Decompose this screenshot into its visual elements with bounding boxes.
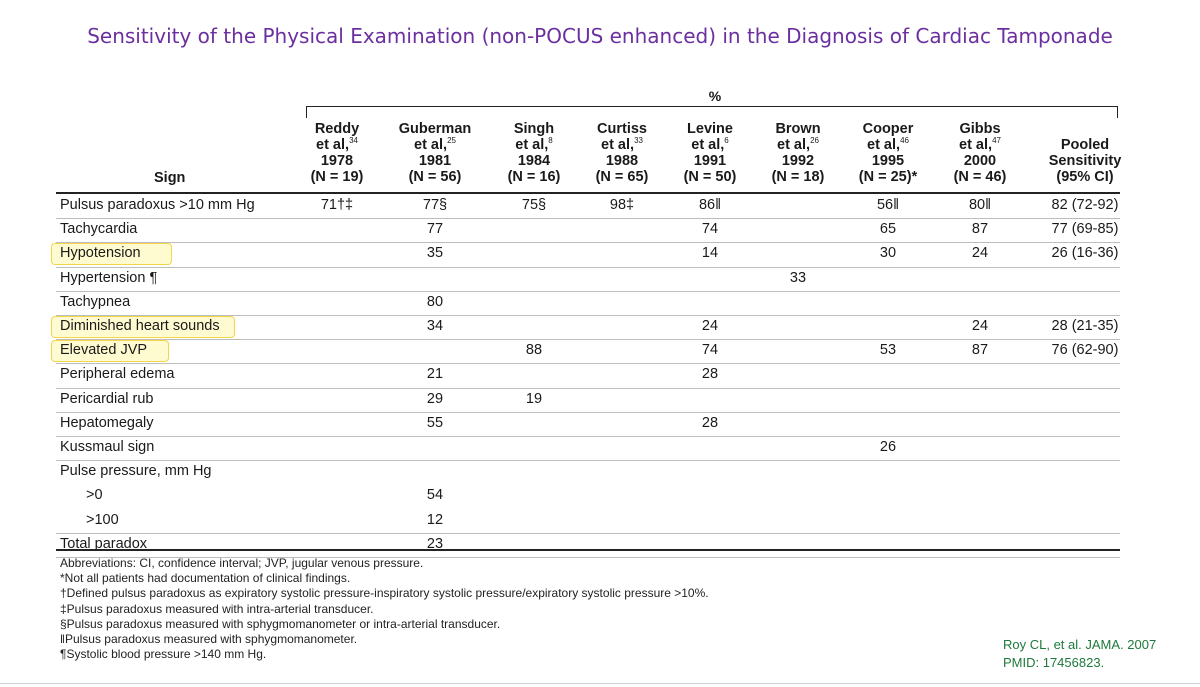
column-header-year-text: 1995 [871,153,905,169]
pooled-value: 76 (62-90) [1051,342,1119,359]
column-header-n [930,169,1030,185]
sensitivity-value: 87 [971,342,989,359]
citation-line2: PMID: 17456823. [1003,655,1105,670]
sensitivity-value: 74 [701,342,719,359]
column-header-n [385,169,485,185]
column-header-year [385,153,485,169]
table-row [56,436,1120,460]
column-header-author-text: et al, [316,137,350,153]
sign-label: >0 [86,487,103,504]
table-row [56,218,1120,242]
sensitivity-value: 14 [701,245,719,262]
sensitivity-value: 80 [426,293,444,310]
column-header-year [748,153,848,169]
pooled-header-l3: (95% CI) [1056,169,1114,185]
reference-number: 8 [548,136,553,145]
column-header-l1-text: Levine [687,121,733,137]
column-header-n [484,169,584,185]
sensitivity-value: 23 [426,535,444,552]
column-header-year-text: 1984 [517,153,551,169]
sign-label: Pericardial rub [60,390,154,407]
column-header-l1-text: Brown [775,121,821,137]
column-header-n-text: (N = 65) [595,169,649,185]
column-header-l1 [484,121,584,137]
pooled-value: 26 (16-36) [1051,245,1119,262]
reference-number: 34 [349,136,358,145]
column-header-n-text: (N = 56) [408,169,462,185]
reference-number: 26 [810,136,819,145]
column-header-l1 [572,121,672,137]
column-header-year [838,153,938,169]
sensitivity-value: 30 [879,245,897,262]
sign-label: Total paradox [60,535,148,552]
column-header-n-text: (N = 50) [683,169,737,185]
column-header [748,121,848,185]
table-row [56,388,1120,412]
column-header-author-text: et al, [867,137,901,153]
column-header [660,121,760,185]
pooled-value: 82 (72-92) [1051,197,1119,213]
citation-line1: Roy CL, et al. JAMA. 2007 [1003,637,1157,652]
column-header-n-text: (N = 25)* [858,169,918,185]
column-header-l1-text: Gibbs [959,121,1001,137]
column-header-year-text: 1992 [781,153,815,169]
table-row [56,194,1120,218]
sign-header: Sign [154,170,186,186]
sensitivity-value: 28 [701,366,719,383]
footnote: ¶Systolic blood pressure >140 mm Hg. [60,647,267,662]
table-row [56,484,1120,508]
pooled-value: 28 (21-35) [1051,318,1119,334]
sensitivity-value: 55 [426,414,444,431]
column-header-author-text: et al, [601,137,635,153]
table-row [56,267,1120,291]
column-header-author [838,137,938,153]
pooled-header-l2: Sensitivity [1048,153,1122,169]
column-header-l1 [930,121,1030,137]
column-header-l1-text: Guberman [398,121,472,137]
sensitivity-value: 86‖ [698,197,722,213]
reference-number: 25 [447,136,456,145]
table-row [56,291,1120,315]
reference-number: 33 [634,136,643,145]
sign-label: Hypertension ¶ [60,269,158,286]
column-header-l1-text: Reddy [314,121,360,137]
sensitivity-value: 71†‡ [320,197,354,213]
footnotes [60,556,709,662]
sensitivity-value: 77§ [422,197,448,213]
column-header [484,121,584,185]
sign-label: Tachypnea [60,293,131,310]
sensitivity-value: 75§ [521,197,547,213]
column-header [385,121,485,185]
sensitivity-value: 74 [701,221,719,238]
column-header-n-text: (N = 46) [953,169,1007,185]
study-bracket [306,106,1118,118]
table-row [56,315,1120,339]
table-row [56,412,1120,436]
column-header-n [838,169,938,185]
sensitivity-value: 54 [426,487,444,504]
sign-label: Elevated JVP [60,342,148,359]
column-header-author [930,137,1030,153]
sign-label: Pulse pressure, mm Hg [60,463,212,480]
citation [1003,636,1156,672]
page-bottom-rule [0,683,1200,684]
sign-label: Diminished heart sounds [60,318,220,334]
column-header-n [660,169,760,185]
sensitivity-value: 33 [789,269,807,286]
sign-label: Pulsus paradoxus >10 mm Hg [60,197,255,213]
column-header-author [748,137,848,153]
column-header-year [484,153,584,169]
table-row [56,242,1120,266]
column-header-author [572,137,672,153]
column-header-l1 [385,121,485,137]
column-header [930,121,1030,185]
footnote: ‡Pulsus paradoxus measured with intra-arterial transducer. [60,601,374,616]
column-header-author [287,137,387,153]
column-header-l1-text: Singh [513,121,555,137]
sensitivity-value: 77 [426,221,444,238]
bottom-table-rule [56,549,1120,551]
sensitivity-value: 98‡ [609,197,635,213]
column-header-n-text: (N = 18) [771,169,825,185]
column-header-n-text: (N = 19) [310,169,364,185]
footnote: *Not all patients had documentation of clinical findings. [60,571,351,586]
sensitivity-value: 56‖ [876,197,900,213]
column-header-n [748,169,848,185]
page-title: Sensitivity of the Physical Examination (non-POCUS enhanced) in the Diagnosis of Cardiac Tamponade [87,24,1113,48]
table-row [56,363,1120,387]
sensitivity-value: 34 [426,318,444,334]
column-header-author-text: et al, [959,137,993,153]
column-header-l1-text: Cooper [862,121,914,137]
pooled-header [1030,137,1140,185]
sensitivity-value: 88 [525,342,543,359]
sensitivity-value: 35 [426,245,444,262]
column-header-n [572,169,672,185]
sensitivity-value: 80‖ [968,197,992,213]
column-header-author-text: et al, [777,137,811,153]
sensitivity-value: 87 [971,221,989,238]
sign-label: Hepatomegaly [60,414,154,431]
sensitivity-value: 53 [879,342,897,359]
sign-label: Hypotension [60,245,141,262]
column-header-author-text: et al, [691,137,725,153]
reference-number: 46 [900,136,909,145]
sensitivity-value: 21 [426,366,444,383]
reference-number: 47 [992,136,1001,145]
sensitivity-value: 12 [426,511,444,528]
table-row [56,509,1120,533]
reference-number: 6 [724,136,729,145]
column-header-year-text: 1978 [320,153,354,169]
percent-label: % [708,88,722,104]
pooled-header-l1: Pooled [1060,137,1110,153]
column-header [287,121,387,185]
table-row [56,460,1120,484]
footnote: ‖Pulsus paradoxus measured with sphygmomanometer. [60,632,358,647]
column-header [572,121,672,185]
sign-label: >100 [86,511,119,528]
column-header-year [572,153,672,169]
sign-label: Tachycardia [60,221,138,238]
footnote: †Defined pulsus paradoxus as expiratory systolic pressure-inspiratory systolic pressure/expiratory systolic pressure >10%. [60,586,709,601]
column-header-l1 [287,121,387,137]
column-header-year-text: 2000 [963,153,997,169]
column-header-l1-text: Curtiss [597,121,647,137]
sensitivity-value: 26 [879,439,897,455]
column-header-l1 [748,121,848,137]
column-header-year [930,153,1030,169]
column-header-n [287,169,387,185]
sensitivity-value: 29 [426,390,444,407]
column-header-author [484,137,584,153]
sensitivity-value: 24 [971,245,989,262]
sensitivity-value: 65 [879,221,897,238]
sign-label: Kussmaul sign [60,439,155,455]
column-header-year-text: 1988 [605,153,639,169]
column-header-year [287,153,387,169]
sensitivity-value: 24 [701,318,719,334]
footnote: §Pulsus paradoxus measured with sphygmomanometer or intra-arterial transducer. [60,616,501,631]
table-row [56,339,1120,363]
footnote: Abbreviations: CI, confidence interval; JVP, jugular venous pressure. [60,556,424,570]
sensitivity-value: 19 [525,390,543,407]
column-header-author-text: et al, [515,137,549,153]
sensitivity-value: 28 [701,414,719,431]
pooled-value: 77 (69-85) [1051,221,1119,238]
sign-label: Peripheral edema [60,366,175,383]
column-header-l1 [838,121,938,137]
column-header [838,121,938,185]
table-row [56,533,1120,557]
column-header-author [385,137,485,153]
column-header-author-text: et al, [414,137,448,153]
column-header-l1 [660,121,760,137]
sensitivity-value: 24 [971,318,989,334]
column-header-year-text: 1981 [418,153,452,169]
column-header-year [660,153,760,169]
column-header-author [660,137,760,153]
column-header-n-text: (N = 16) [507,169,561,185]
column-header-year-text: 1991 [693,153,727,169]
